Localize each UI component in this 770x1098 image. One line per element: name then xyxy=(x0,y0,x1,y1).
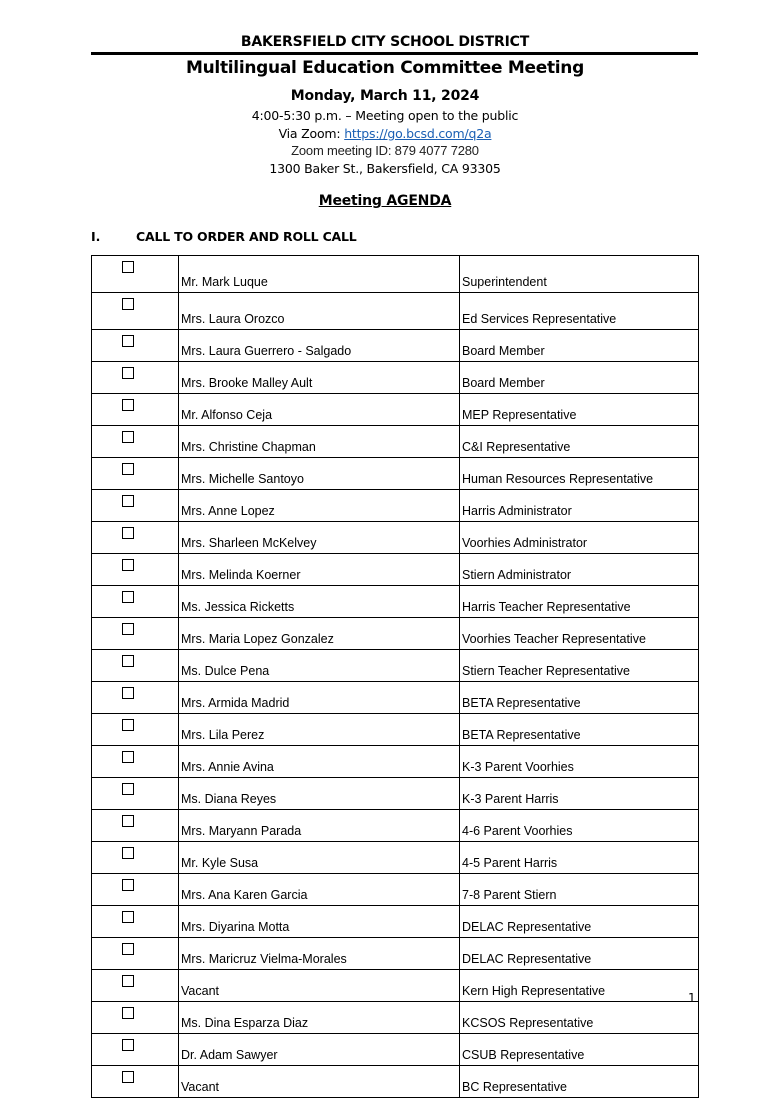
member-name: Mrs. Melinda Koerner xyxy=(179,554,460,586)
member-name: Vacant xyxy=(179,970,460,1002)
attendance-cell xyxy=(92,618,179,650)
attendance-checkbox[interactable] xyxy=(122,623,134,635)
member-name: Ms. Dina Esparza Diaz xyxy=(179,1002,460,1034)
member-name: Dr. Adam Sawyer xyxy=(179,1034,460,1066)
roll-call-row xyxy=(92,810,699,842)
attendance-cell xyxy=(92,1066,179,1098)
attendance-cell xyxy=(92,682,179,714)
member-role: Harris Teacher Representative xyxy=(460,586,699,618)
member-role: Voorhies Administrator xyxy=(460,522,699,554)
attendance-checkbox[interactable] xyxy=(122,261,134,273)
attendance-cell xyxy=(92,650,179,682)
attendance-checkbox[interactable] xyxy=(122,911,134,923)
member-role: BETA Representative xyxy=(460,714,699,746)
attendance-cell xyxy=(92,906,179,938)
roll-call-row xyxy=(92,906,699,938)
attendance-checkbox[interactable] xyxy=(122,847,134,859)
member-name: Mrs. Michelle Santoyo xyxy=(179,458,460,490)
member-role: DELAC Representative xyxy=(460,938,699,970)
member-role: MEP Representative xyxy=(460,394,699,426)
attendance-checkbox[interactable] xyxy=(122,1007,134,1019)
member-role: Stiern Teacher Representative xyxy=(460,650,699,682)
roll-call-row xyxy=(92,362,699,394)
roll-call-row xyxy=(92,426,699,458)
roll-call-row xyxy=(92,874,699,906)
roll-call-table xyxy=(91,255,699,1098)
member-name: Mrs. Diyarina Motta xyxy=(179,906,460,938)
attendance-checkbox[interactable] xyxy=(122,399,134,411)
roll-call-row xyxy=(92,778,699,810)
roll-call-row xyxy=(92,746,699,778)
member-name: Mr. Kyle Susa xyxy=(179,842,460,874)
attendance-checkbox[interactable] xyxy=(122,1039,134,1051)
member-role: DELAC Representative xyxy=(460,906,699,938)
roll-call-row xyxy=(92,293,699,330)
attendance-cell xyxy=(92,362,179,394)
attendance-cell xyxy=(92,938,179,970)
attendance-checkbox[interactable] xyxy=(122,495,134,507)
member-name: Mrs. Laura Guerrero - Salgado xyxy=(179,330,460,362)
agenda-heading: Meeting AGENDA xyxy=(318,193,452,209)
attendance-cell xyxy=(92,330,179,362)
district-name: BAKERSFIELD CITY SCHOOL DISTRICT xyxy=(240,34,530,50)
attendance-cell xyxy=(92,746,179,778)
attendance-checkbox[interactable] xyxy=(122,591,134,603)
member-role: K-3 Parent Harris xyxy=(460,778,699,810)
page-number: 1 xyxy=(688,991,696,1005)
attendance-checkbox[interactable] xyxy=(122,1071,134,1083)
section-title: CALL TO ORDER AND ROLL CALL xyxy=(136,229,357,244)
member-role: BC Representative xyxy=(460,1066,699,1098)
attendance-checkbox[interactable] xyxy=(122,431,134,443)
roll-call-row xyxy=(92,256,699,293)
attendance-cell xyxy=(92,1002,179,1034)
member-name: Mrs. Maria Lopez Gonzalez xyxy=(179,618,460,650)
member-name: Mrs. Annie Avina xyxy=(179,746,460,778)
member-name: Ms. Diana Reyes xyxy=(179,778,460,810)
attendance-checkbox[interactable] xyxy=(122,655,134,667)
member-role: Voorhies Teacher Representative xyxy=(460,618,699,650)
member-role: Kern High Representative xyxy=(460,970,699,1002)
zoom-prefix: Via Zoom: xyxy=(278,126,345,141)
member-name: Ms. Dulce Pena xyxy=(179,650,460,682)
roll-call-row xyxy=(92,586,699,618)
member-name: Mrs. Lila Perez xyxy=(179,714,460,746)
attendance-checkbox[interactable] xyxy=(122,943,134,955)
member-name: Mr. Mark Luque xyxy=(179,256,460,293)
member-name: Mrs. Brooke Malley Ault xyxy=(179,362,460,394)
attendance-checkbox[interactable] xyxy=(122,298,134,310)
section-number: I. xyxy=(91,229,101,244)
attendance-checkbox[interactable] xyxy=(122,975,134,987)
attendance-checkbox[interactable] xyxy=(122,879,134,891)
member-name: Ms. Jessica Ricketts xyxy=(179,586,460,618)
attendance-cell xyxy=(92,293,179,330)
member-role: BETA Representative xyxy=(460,682,699,714)
roll-call-row xyxy=(92,522,699,554)
roll-call-row xyxy=(92,394,699,426)
roll-call-row xyxy=(92,682,699,714)
member-role: Board Member xyxy=(460,330,699,362)
meeting-date: Monday, March 11, 2024 xyxy=(290,88,480,104)
member-role: KCSOS Representative xyxy=(460,1002,699,1034)
roll-call-row xyxy=(92,490,699,522)
member-role: Human Resources Representative xyxy=(460,458,699,490)
attendance-cell xyxy=(92,874,179,906)
roll-call-row xyxy=(92,1034,699,1066)
attendance-cell xyxy=(92,458,179,490)
member-name: Mr. Alfonso Ceja xyxy=(179,394,460,426)
member-role: Stiern Administrator xyxy=(460,554,699,586)
meeting-title: Multilingual Education Committee Meeting xyxy=(186,58,584,78)
header-rule xyxy=(91,52,698,55)
roll-call-row xyxy=(92,650,699,682)
attendance-checkbox[interactable] xyxy=(122,335,134,347)
attendance-cell xyxy=(92,256,179,293)
member-role: C&I Representative xyxy=(460,426,699,458)
zoom-meeting-id: Zoom meeting ID: 879 4077 7280 xyxy=(291,143,479,158)
member-name: Mrs. Armida Madrid xyxy=(179,682,460,714)
attendance-cell xyxy=(92,970,179,1002)
zoom-line xyxy=(0,126,770,141)
roll-call-row xyxy=(92,842,699,874)
attendance-cell xyxy=(92,810,179,842)
attendance-checkbox[interactable] xyxy=(122,719,134,731)
attendance-cell xyxy=(92,426,179,458)
attendance-checkbox[interactable] xyxy=(122,751,134,763)
member-name: Vacant xyxy=(179,1066,460,1098)
attendance-checkbox[interactable] xyxy=(122,527,134,539)
roll-call-row xyxy=(92,554,699,586)
member-name: Mrs. Sharleen McKelvey xyxy=(179,522,460,554)
attendance-checkbox[interactable] xyxy=(122,815,134,827)
attendance-cell xyxy=(92,554,179,586)
roll-call-row xyxy=(92,618,699,650)
attendance-cell xyxy=(92,394,179,426)
attendance-cell xyxy=(92,522,179,554)
attendance-checkbox[interactable] xyxy=(122,559,134,571)
attendance-checkbox[interactable] xyxy=(122,463,134,475)
member-name: Mrs. Maryann Parada xyxy=(179,810,460,842)
attendance-checkbox[interactable] xyxy=(122,367,134,379)
meeting-address: 1300 Baker St., Bakersfield, CA 93305 xyxy=(269,161,501,176)
attendance-cell xyxy=(92,842,179,874)
roll-call-row xyxy=(92,330,699,362)
attendance-cell xyxy=(92,778,179,810)
attendance-cell xyxy=(92,714,179,746)
member-role: Ed Services Representative xyxy=(460,293,699,330)
roll-call-row xyxy=(92,938,699,970)
member-name: Mrs. Christine Chapman xyxy=(179,426,460,458)
attendance-checkbox[interactable] xyxy=(122,783,134,795)
member-role: 4-6 Parent Voorhies xyxy=(460,810,699,842)
attendance-cell xyxy=(92,586,179,618)
attendance-cell xyxy=(92,1034,179,1066)
member-name: Mrs. Ana Karen Garcia xyxy=(179,874,460,906)
roll-call-row xyxy=(92,970,699,1002)
zoom-link[interactable]: https://go.bcsd.com/q2a xyxy=(344,126,492,141)
roll-call-row xyxy=(92,458,699,490)
attendance-checkbox[interactable] xyxy=(122,687,134,699)
member-role: Superintendent xyxy=(460,256,699,293)
roll-call-row xyxy=(92,1002,699,1034)
member-name: Mrs. Maricruz Vielma-Morales xyxy=(179,938,460,970)
member-role: 4-5 Parent Harris xyxy=(460,842,699,874)
attendance-cell xyxy=(92,490,179,522)
member-name: Mrs. Anne Lopez xyxy=(179,490,460,522)
roll-call-row xyxy=(92,1066,699,1098)
member-role: Harris Administrator xyxy=(460,490,699,522)
member-role: K-3 Parent Voorhies xyxy=(460,746,699,778)
member-name: Mrs. Laura Orozco xyxy=(179,293,460,330)
member-role: CSUB Representative xyxy=(460,1034,699,1066)
roll-call-row xyxy=(92,714,699,746)
member-role: 7-8 Parent Stiern xyxy=(460,874,699,906)
meeting-time: 4:00-5:30 p.m. – Meeting open to the public xyxy=(251,108,519,123)
member-role: Board Member xyxy=(460,362,699,394)
